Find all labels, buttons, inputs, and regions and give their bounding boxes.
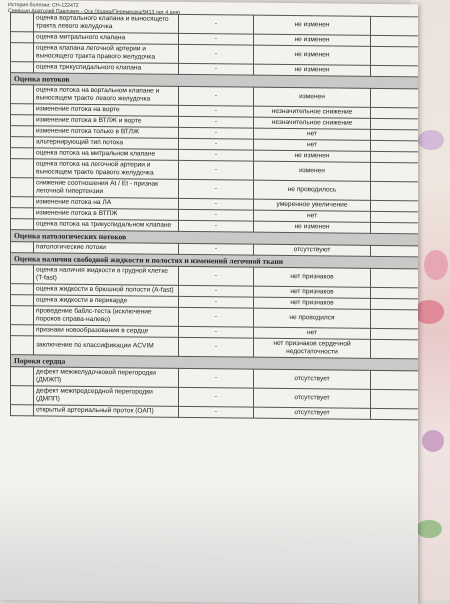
row-empty-cell [371,107,419,119]
row-value: изменен [254,161,371,181]
row-parameter-name: изменение потока в ВТЛЖ и ворте [34,115,179,128]
row-empty-cell [11,336,34,355]
row-empty-cell [371,16,419,36]
row-parameter-name: проведение баблс-теста (исключение пороков справа-налево) [34,306,179,327]
row-dash: - [179,285,254,297]
row-empty-cell [11,242,34,253]
row-dash: - [179,307,254,327]
row-empty-cell [11,62,34,73]
row-empty-cell [371,268,419,288]
row-value: нет [254,327,371,339]
row-value: не изменен [254,34,371,46]
row-dash: - [179,296,254,308]
row-empty-cell [371,200,419,212]
row-value: нет [254,128,371,140]
row-dash: - [179,220,254,232]
row-empty-cell [371,140,419,152]
row-value: не изменен [254,221,371,233]
row-parameter-name: дефект межпредсердной перегородки (ДМПП) [34,386,179,407]
row-value: нет признаков сердечной недостаточности [254,338,371,358]
row-empty-cell [371,65,419,77]
row-empty-cell [371,309,419,329]
row-dash: - [179,243,254,255]
row-empty-cell [11,265,34,284]
row-empty-cell [11,325,34,336]
row-dash: - [179,406,254,418]
row-empty-cell [11,405,34,416]
row-parameter-name: заключение по классификации ACVIM [34,336,179,357]
row-dash: - [179,33,254,45]
section-title: Оценка патологических потоков [11,230,419,246]
row-empty-cell [371,151,419,163]
row-empty-cell [371,408,419,420]
row-empty-cell [11,32,34,43]
row-empty-cell [11,295,34,306]
row-value: нет признаков [254,267,371,287]
row-parameter-name: изменение потока в ВТПЖ [34,208,179,221]
row-empty-cell [371,88,419,108]
row-empty-cell [11,386,34,405]
echocardiography-table [10,12,418,420]
row-empty-cell [11,159,34,178]
row-value: не изменен [254,150,371,162]
row-dash: - [179,387,254,407]
row-value: не изменен [254,64,371,76]
row-empty-cell [371,222,419,234]
row-empty-cell [371,328,419,340]
row-parameter-name: оценка митрального клапана [34,32,179,45]
row-empty-cell [11,178,34,197]
row-empty-cell [11,126,34,137]
flower-decoration [422,430,444,452]
row-empty-cell [11,367,34,386]
row-dash: - [179,14,254,34]
row-empty-cell [11,306,34,325]
row-value: не изменен [254,15,371,35]
row-parameter-name: оценка потока на легочной артерии и выносящем тракте правого желудочка [34,159,179,180]
row-value: отсутствует [254,369,371,389]
header-line-1: История болезни: СН-122472 [8,2,79,9]
row-empty-cell [11,104,34,115]
row-parameter-name: патологические потоки [34,242,179,255]
section-title: Оценка наличия свободной жидкости в полостях и изменений легочной ткани [11,253,419,269]
row-parameter-name: оценка клапана легочной артерии и выносящего тракта правого желудочка [34,43,179,64]
flower-decoration [424,250,448,280]
row-empty-cell [371,181,419,201]
row-empty-cell [371,298,419,310]
row-dash: - [179,63,254,75]
flower-decoration [416,520,442,538]
row-parameter-name: дефект межжелудочковой перегородки (ДМЖП) [34,367,179,388]
photo-shadow [0,480,418,604]
row-dash: - [179,44,254,64]
row-dash: - [179,368,254,388]
row-empty-cell [11,13,34,32]
row-parameter-name: изменение потока на ЛА [34,197,179,210]
row-dash: - [179,198,254,210]
row-parameter-name: признаки новообразования в сердце [34,325,179,338]
row-value: нет признаков [254,297,371,309]
row-parameter-name: открытый артериальный проток (ОАП) [34,405,179,418]
row-value: не проводилось [254,180,371,200]
flower-decoration [414,300,444,324]
row-empty-cell [371,370,419,390]
row-empty-cell [371,245,419,257]
row-parameter-name: оценка трикуспидального клапана [34,62,179,75]
row-empty-cell [11,208,34,219]
section-title: Пороки сердца [11,355,419,371]
row-parameter-name: альтернирующий тип потока [34,137,179,150]
row-value: незначительное снижение [254,106,371,118]
row-empty-cell [371,211,419,223]
row-dash: - [179,209,254,221]
row-parameter-name: оценка потока на митральном клапане [34,148,179,161]
row-empty-cell [371,287,419,299]
row-parameter-name: изменение потока только в ВТЛЖ [34,126,179,139]
row-value: отсутствует [254,388,371,408]
row-dash: - [179,116,254,128]
row-empty-cell [11,219,34,230]
row-parameter-name: снижение соотношения At / Et - признак легочной гипертензии [34,178,179,199]
row-dash: - [179,127,254,139]
row-empty-cell [371,339,419,359]
row-value: нет признаков [254,286,371,298]
row-value: не проводился [254,308,371,328]
row-empty-cell [371,129,419,141]
row-empty-cell [11,148,34,159]
row-value: изменен [254,87,371,107]
row-dash: - [179,179,254,199]
section-title: Оценка потоков [11,73,419,89]
row-empty-cell [371,389,419,409]
row-empty-cell [11,137,34,148]
row-dash: - [179,326,254,338]
row-parameter-name: оценка жидкости в перикарде [34,295,179,308]
flower-decoration [418,130,444,150]
row-empty-cell [11,284,34,295]
row-empty-cell [371,118,419,130]
row-parameter-name: оценка потока на вортальном клапане и выносящем тракте левого желудочка [34,85,179,106]
row-dash: - [179,86,254,106]
row-parameter-name: оценка жидкости в брюшной полости (A-fast) [34,284,179,297]
row-dash: - [179,266,254,286]
row-empty-cell [11,197,34,208]
row-value: умеренное увеличение [254,199,371,211]
row-dash: - [179,105,254,117]
row-parameter-name: оценка наличия жидкости в грудной клетке (T-fast) [34,265,179,286]
row-value: нет [254,210,371,222]
row-value: отсутствует [254,407,371,419]
row-value: отсутствуют [254,244,371,256]
row-empty-cell [11,85,34,104]
row-empty-cell [11,43,34,62]
row-dash: - [179,138,254,150]
row-dash: - [179,160,254,180]
row-empty-cell [11,115,34,126]
row-dash: - [179,337,254,357]
row-empty-cell [371,35,419,47]
row-empty-cell [371,46,419,66]
row-value: не изменен [254,45,371,65]
row-parameter-name: оценка потока на трикуспидальном клапане [34,219,179,232]
row-parameter-name: оценка вортального клапана и выносящего тракта левого желудочка [34,13,179,34]
row-value: незначительное снижение [254,117,371,129]
header-line-2: Синицын Анатолий Павлович - Оск (Ходжа/Перемешка/9413 лет 4 дня) [8,8,181,16]
row-dash: - [179,149,254,161]
row-parameter-name: изменение потока на ворте [34,104,179,117]
row-empty-cell [371,162,419,182]
row-value: нет [254,139,371,151]
